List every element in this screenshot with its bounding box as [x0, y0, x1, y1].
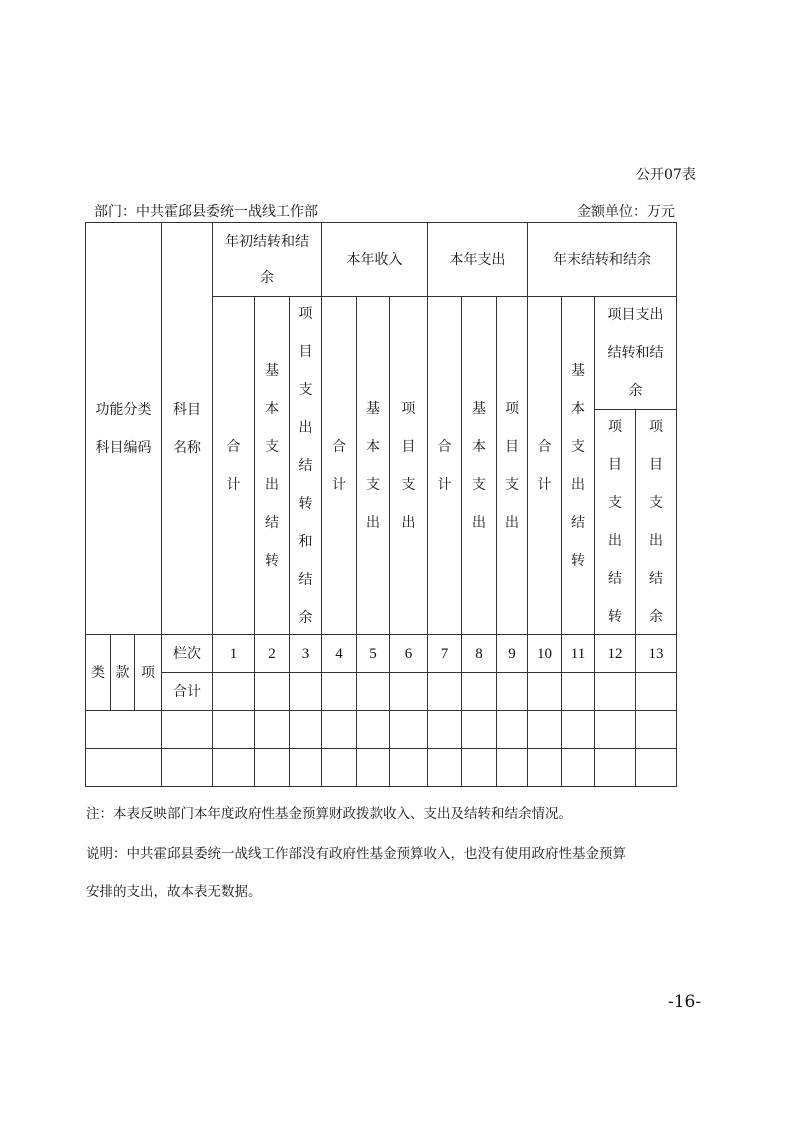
table-cell — [427, 748, 462, 787]
header-xiang: 项 — [134, 634, 162, 711]
column-number: 9 — [496, 634, 528, 673]
table-cell — [356, 672, 390, 711]
table-cell — [161, 748, 213, 787]
table-cell — [212, 672, 255, 711]
table-cell — [496, 748, 528, 787]
column-number: 5 — [356, 634, 390, 673]
column-number: 12 — [594, 634, 636, 673]
table-cell — [427, 710, 462, 749]
table-cell — [635, 748, 677, 787]
department-label: 部门：中共霍邱县委统一战线工作部 — [94, 204, 318, 220]
table-cell — [289, 672, 322, 711]
table-cell — [594, 748, 636, 787]
column-number: 3 — [289, 634, 322, 673]
table-cell — [561, 710, 595, 749]
header-func-code: 功能分类科目编码 — [85, 222, 162, 635]
table-cell — [321, 748, 357, 787]
column-number: 1 — [212, 634, 255, 673]
sub-basic-exp: 基本支出 — [461, 296, 497, 635]
column-number: 2 — [254, 634, 290, 673]
table-cell — [85, 748, 162, 787]
table-cell — [289, 710, 322, 749]
table-note: 注：本表反映部门本年度政府性基金预算财政拨款收入、支出及结转和结余情况。 — [86, 806, 572, 822]
sub-total-4: 合计 — [527, 296, 562, 635]
sub-basic-income: 基本支出 — [356, 296, 390, 635]
column-number: 11 — [561, 634, 595, 673]
row-col-index-label: 栏次 — [161, 634, 213, 673]
table-cell — [389, 710, 428, 749]
table-cell — [321, 672, 357, 711]
group-income: 本年收入 — [321, 222, 428, 297]
sub-end-project-balance: 项目支出结余 — [635, 409, 677, 635]
table-cell — [427, 672, 462, 711]
table-cell — [527, 748, 562, 787]
table-cell — [254, 710, 290, 749]
table-cell — [594, 672, 636, 711]
table-cell — [356, 710, 390, 749]
form-id: 公开07表 — [636, 167, 696, 183]
table-cell — [635, 710, 677, 749]
header-subject-name: 科目名称 — [161, 222, 213, 635]
sub-basic-carry-1: 基本支出结转 — [254, 296, 290, 635]
table-cell — [496, 672, 528, 711]
column-number: 13 — [635, 634, 677, 673]
sub-end-project-carry: 项目支出结转 — [594, 409, 636, 635]
column-number: 4 — [321, 634, 357, 673]
table-cell — [496, 710, 528, 749]
page-number: -16- — [668, 992, 702, 1012]
group-expenditure: 本年支出 — [427, 222, 528, 297]
sub-project-carry-1: 项目支出结转和结余 — [289, 296, 322, 635]
table-cell — [461, 748, 497, 787]
row-total-label: 合计 — [161, 672, 213, 711]
group-ending-balance: 年末结转和结余 — [527, 222, 677, 297]
column-number: 10 — [527, 634, 562, 673]
header-kuan: 款 — [110, 634, 135, 711]
group-beginning-balance: 年初结转和结余 — [212, 222, 322, 297]
table-cell — [389, 672, 428, 711]
sub-project-exp: 项目支出 — [496, 296, 528, 635]
table-cell — [212, 748, 255, 787]
column-number: 6 — [389, 634, 428, 673]
table-cell — [527, 672, 562, 711]
table-cell — [561, 672, 595, 711]
table-cell — [85, 710, 162, 749]
table-cell — [356, 748, 390, 787]
sub-total-2: 合计 — [321, 296, 357, 635]
table-cell — [635, 672, 677, 711]
column-number: 7 — [427, 634, 462, 673]
header-lei: 类 — [85, 634, 111, 711]
table-cell — [254, 748, 290, 787]
table-cell — [289, 748, 322, 787]
sub-basic-carry-4: 基本支出结转 — [561, 296, 595, 635]
sub-project-income: 项目支出 — [389, 296, 428, 635]
table-cell — [212, 710, 255, 749]
sub-total-3: 合计 — [427, 296, 462, 635]
table-cell — [461, 710, 497, 749]
table-cell — [321, 710, 357, 749]
table-cell — [527, 710, 562, 749]
sub-end-project-group: 项目支出结转和结余 — [594, 296, 677, 410]
table-cell — [594, 710, 636, 749]
unit-label: 金额单位：万元 — [577, 204, 675, 220]
sub-total-1: 合计 — [212, 296, 255, 635]
table-cell — [161, 710, 213, 749]
table-cell — [389, 748, 428, 787]
table-cell — [254, 672, 290, 711]
explanation-line-2: 安排的支出，故本表无数据。 — [86, 884, 262, 900]
explanation-line-1: 说明：中共霍邱县委统一战线工作部没有政府性基金预算收入，也没有使用政府性基金预算 — [86, 846, 626, 862]
table-cell — [561, 748, 595, 787]
column-number: 8 — [461, 634, 497, 673]
table-cell — [461, 672, 497, 711]
